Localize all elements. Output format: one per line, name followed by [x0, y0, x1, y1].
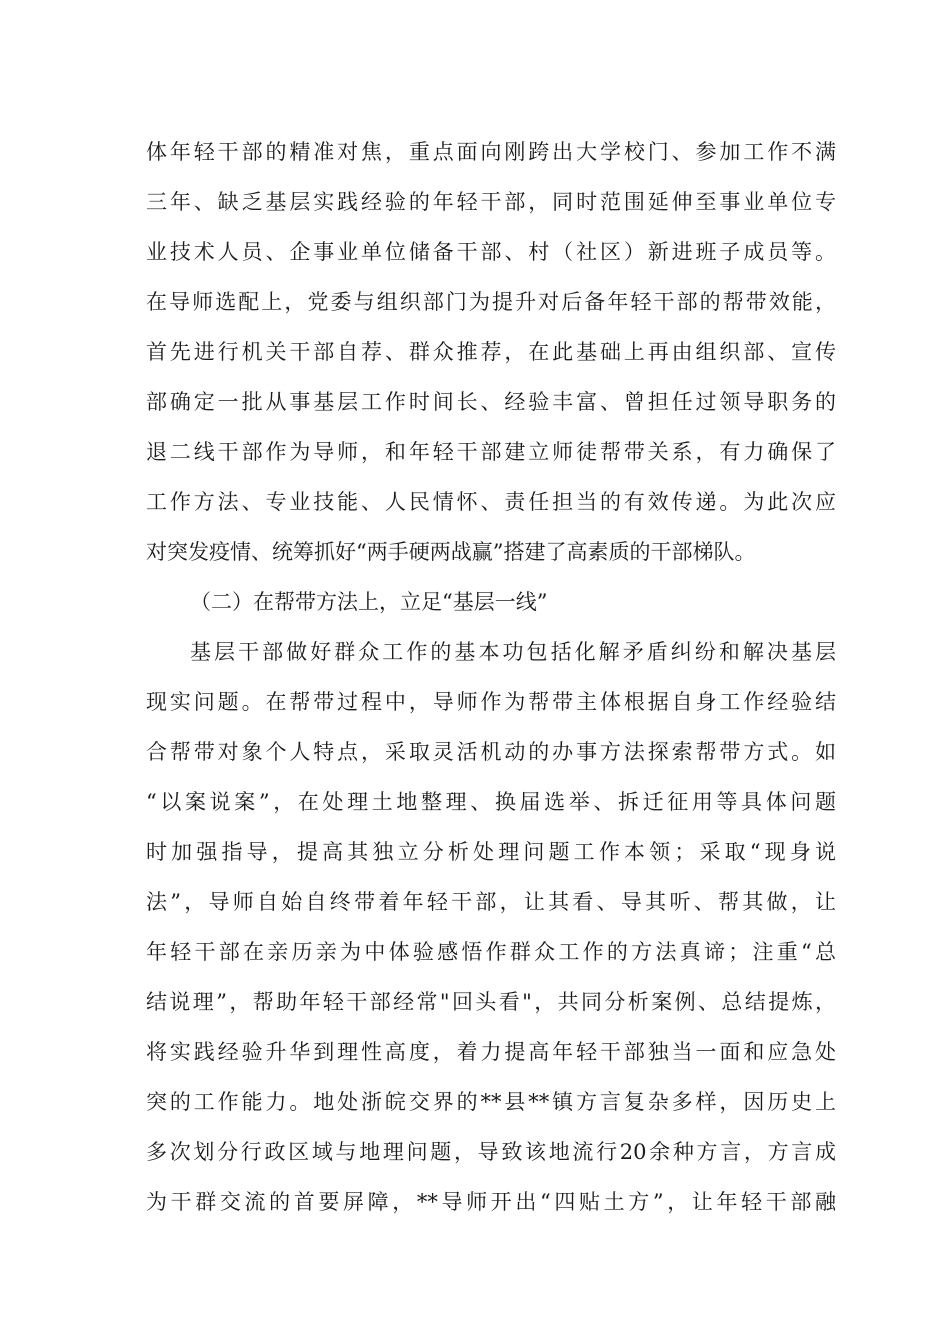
- body-line: 年轻干部在亲历亲为中体验感悟作群众工作的方法真谛；注重“总: [146, 940, 836, 964]
- body-line: 时加强指导，提高其独立分析处理问题工作本领；采取“现身说: [146, 840, 836, 864]
- body-line: “以案说案”，在处理土地整理、换届选举、拆迁征用等具体问题: [146, 790, 836, 814]
- body-line: 体年轻干部的精准对焦，重点面向刚跨出大学校门、参加工作不满: [146, 140, 836, 164]
- body-line: 退二线干部作为导师，和年轻干部建立师徒帮带关系，有力确保了: [146, 440, 836, 464]
- body-line: 结说理”，帮助年轻干部经常"回头看"，共同分析案例、总结提炼，: [146, 990, 836, 1014]
- body-line: 在导师选配上，党委与组织部门为提升对后备年轻干部的帮带效能，: [146, 290, 836, 314]
- body-line: 业技术人员、企事业单位储备干部、村（社区）新进班子成员等。: [146, 240, 836, 264]
- body-line: 多次划分行政区域与地理问题，导致该地流行20余种方言，方言成: [146, 1140, 836, 1164]
- body-line: 现实问题。在帮带过程中，导师作为帮带主体根据自身工作经验结: [146, 690, 836, 714]
- body-line: 首先进行机关干部自荐、群众推荐，在此基础上再由组织部、宣传: [146, 340, 836, 364]
- body-line: 法”，导师自始自终带着年轻干部，让其看、导其听、帮其做，让: [146, 890, 836, 914]
- body-line: 突的工作能力。地处浙皖交界的**县**镇方言复杂多样，因历史上: [146, 1090, 836, 1114]
- section-heading: （二）在帮带方法上，立足“基层一线”: [190, 590, 548, 614]
- body-line: 部确定一批从事基层工作时间长、经验丰富、曾担任过领导职务的: [146, 390, 836, 414]
- body-line: 对突发疫情、统筹抓好“两手硬两战赢”搭建了高素质的干部梯队。: [146, 540, 756, 564]
- body-line: 工作方法、专业技能、人民情怀、责任担当的有效传递。为此次应: [146, 490, 836, 514]
- body-line: 三年、缺乏基层实践经验的年轻干部，同时范围延伸至事业单位专: [146, 190, 836, 214]
- body-line: 将实践经验升华到理性高度，着力提高年轻干部独当一面和应急处: [146, 1040, 836, 1064]
- body-line: 基层干部做好群众工作的基本功包括化解矛盾纠纷和解决基层: [190, 640, 836, 664]
- body-line: 合帮带对象个人特点，采取灵活机动的办事方法探索帮带方式。如: [146, 740, 836, 764]
- body-line: 为干群交流的首要屏障，**导师开出“四贴土方”，让年轻干部融: [146, 1190, 836, 1214]
